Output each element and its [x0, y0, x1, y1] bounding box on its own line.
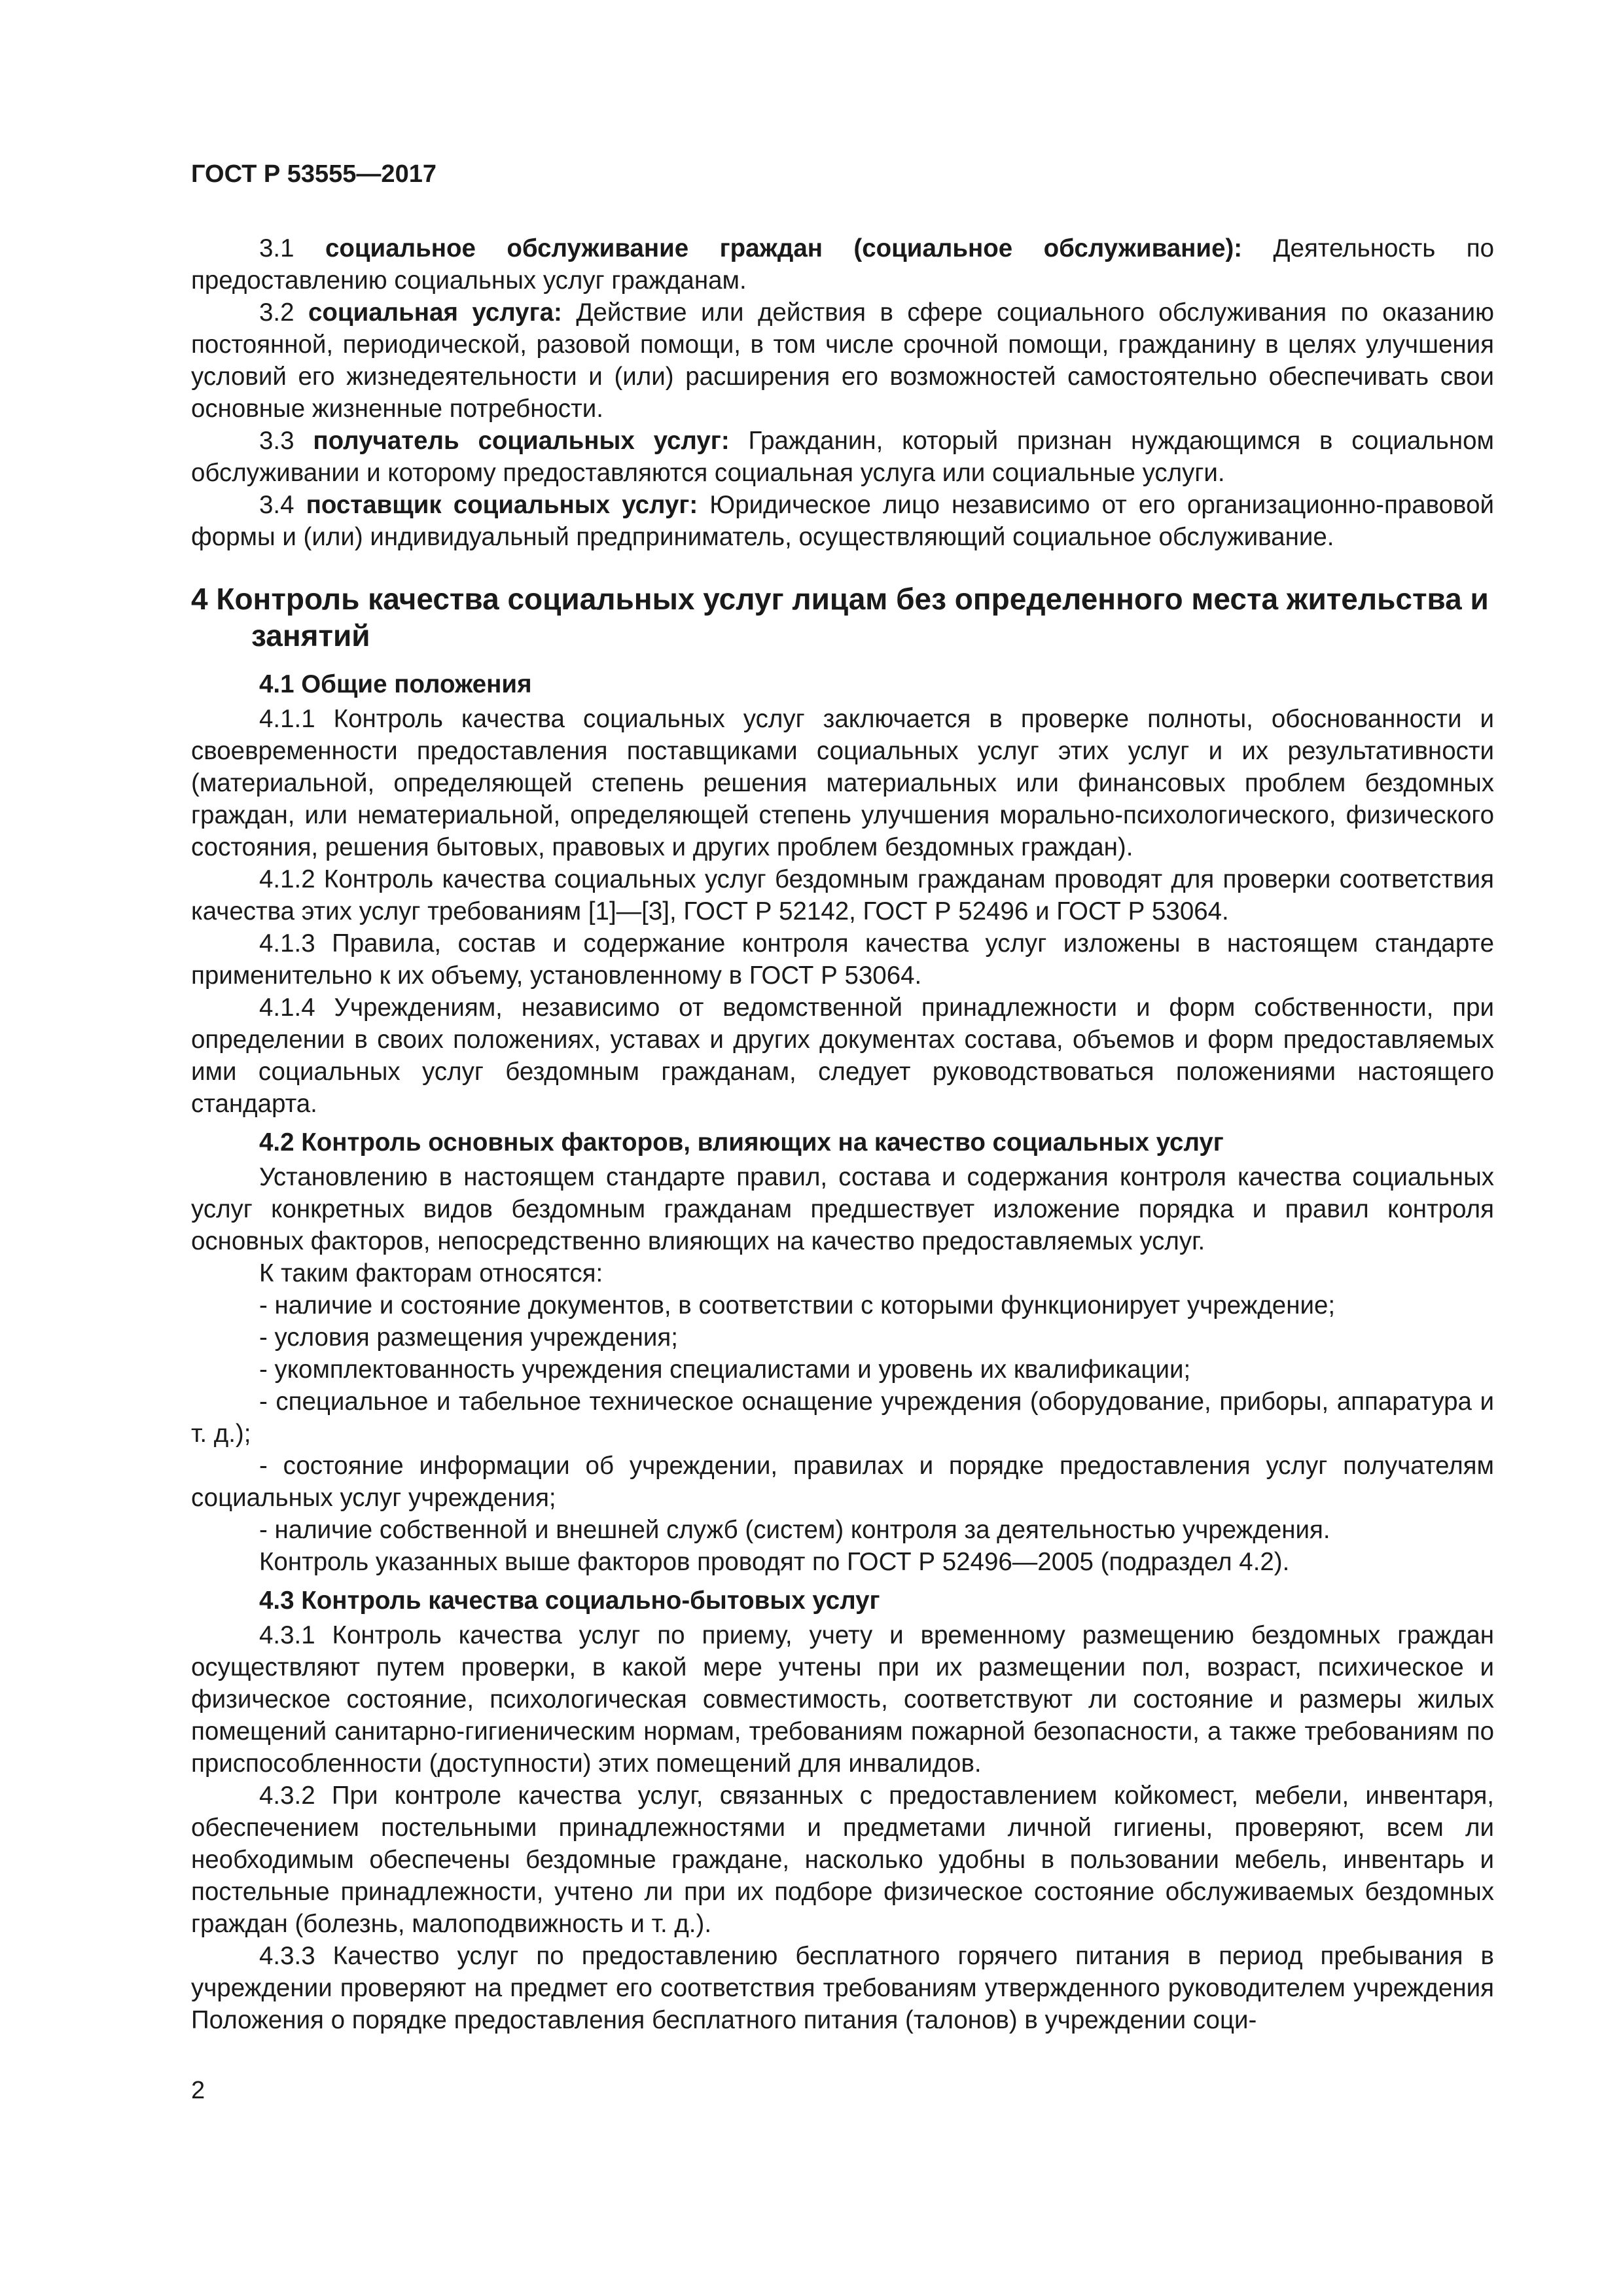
paragraph-4-1-4: 4.1.4 Учреждениям, независимо от ведомственной принадлежности и форм собственности, при определении в своих положениях, уставах и других документах состава, объемов и форм предоставляемых ими социальных услуг бездомным гражданам, следует руководствоваться положениями настоящего стандарта. [191, 994, 1494, 1118]
page-number: 2 [191, 2077, 205, 2104]
list-item: - наличие собственной и внешней служб (систем) контроля за деятельностью учреждения. [259, 1516, 1330, 1544]
paragraph-4-1-3: 4.1.3 Правила, состав и содержание контроля качества услуг изложены в настоящем стандарте применительно к их объему, установленному в ГОСТ Р 53064. [191, 929, 1494, 990]
list-item: - специальное и табельное техническое оснащение учреждения (оборудование, приборы, аппаратура и т. д.); [191, 1388, 1494, 1448]
paragraph-4-3-2: 4.3.2 При контроле качества услуг, связанных с предоставлением койкомест, мебели, инвентаря, обеспечением постельными принадлежностями и предметами личной гигиены, проверяют, всем ли необходимым обеспечены бездомные граждане, насколько удобны в пользовании мебель, инвентарь и постельные принадлежности, учтено ли при их подборе физическое состояние обслуживаемых бездомных граждан (болезнь, малоподвижность и т. д.). [191, 1782, 1494, 1938]
subsection-4-3-heading: 4.3 Контроль качества социально-бытовых услуг [259, 1587, 880, 1615]
list-item: - условия размещения учреждения; [259, 1323, 678, 1352]
paragraph-4-2-closing: Контроль указанных выше факторов проводят по ГОСТ Р 52496—2005 (подраздел 4.2). [259, 1548, 1290, 1576]
definition-3-2: 3.2 социальная услуга: Действие или действия в сфере социального обслуживания по оказанию постоянной, периодической, разовой помощи, в том числе срочной помощи, гражданину в целях улучшения условий его жизнедеятельности и (или) расширения его возможностей самостоятельно обеспечивать свои основные жизненные потребности. [191, 298, 1494, 423]
paragraph-4-3-3: 4.3.3 Качество услуг по предоставлению бесплатного горячего питания в период пребывания в учреждении проверяют на предмет его соответствия требованиям утвержденного руководителем учреждения Положения о порядке предоставления бесплатного питания (талонов) в учреждении соци- [191, 1942, 1494, 2034]
definition-3-1: 3.1 социальное обслуживание граждан (социальное обслуживание): Деятельность по предоставлению социальных услуг гражданам. [191, 234, 1495, 295]
list-item: - состояние информации об учреждении, правилах и порядке предоставления услуг получателям социальных услуг учреждения; [191, 1452, 1494, 1512]
list-item: - наличие и состояние документов, в соответствии с которыми функционирует учреждение; [259, 1291, 1336, 1319]
paragraph-4-1-1: 4.1.1 Контроль качества социальных услуг заключается в проверке полноты, обоснованности и своевременности предоставления поставщиками социальных услуг этих услуг и их результативности (материальной, определяющей степень решения материальных или финансовых проблем бездомных граждан, или нематериальной, определяющей степень улучшения морально-психологического, физического состояния, решения бытовых, правовых и других проблем бездомных граждан). [191, 705, 1494, 861]
paragraph-4-2-lead: К таким факторам относятся: [259, 1259, 603, 1287]
definition-3-4: 3.4 поставщик социальных услуг: Юридическое лицо независимо от его организационно-правовой формы и (или) индивидуальный предприниматель, осуществляющий социальное обслуживание. [191, 491, 1494, 551]
subsection-4-2-heading: 4.2 Контроль основных факторов, влияющих на качество социальных услуг [259, 1128, 1224, 1157]
paragraph-4-1-2: 4.1.2 Контроль качества социальных услуг бездомным гражданам проводят для проверки соответствия качества этих услуг требованиям [1]—[3], ГОСТ Р 52142, ГОСТ Р 52496 и ГОСТ Р 53064. [191, 865, 1494, 925]
section-4-heading: 4 Контроль качества социальных услуг лицам без определенного места жительства и занятий [191, 582, 1489, 653]
list-item: - укомплектованность учреждения специалистами и уровень их квалификации; [259, 1355, 1191, 1384]
paragraph-4-2-intro: Установлению в настоящем стандарте правил, состава и содержания контроля качества социальных услуг конкретных видов бездомным гражданам предшествует изложение порядка и правил контроля основных факторов, непосредственно влияющих на качество предоставляемых услуг. [191, 1163, 1494, 1255]
document-code-header: ГОСТ Р 53555—2017 [191, 160, 437, 188]
paragraph-4-3-1: 4.3.1 Контроль качества услуг по приему, учету и временному размещению бездомных граждан осуществляют путем проверки, в какой мере учтены при их размещении пол, возраст, психическое и физическое состояние, психологическая совместимость, соответствуют ли состояние и размеры жилых помещений санитарно-гигиеническим нормам, требованиям пожарной безопасности, а также требованиям по приспособленности (доступности) этих помещений для инвалидов. [191, 1621, 1494, 1778]
definition-3-3: 3.3 получатель социальных услуг: Гражданин, который признан нуждающимся в социальном обслуживании и которому предоставляются социальная услуга или социальные услуги. [191, 427, 1495, 487]
subsection-4-1-heading: 4.1 Общие положения [259, 670, 532, 698]
page-content [191, 232, 1494, 2036]
